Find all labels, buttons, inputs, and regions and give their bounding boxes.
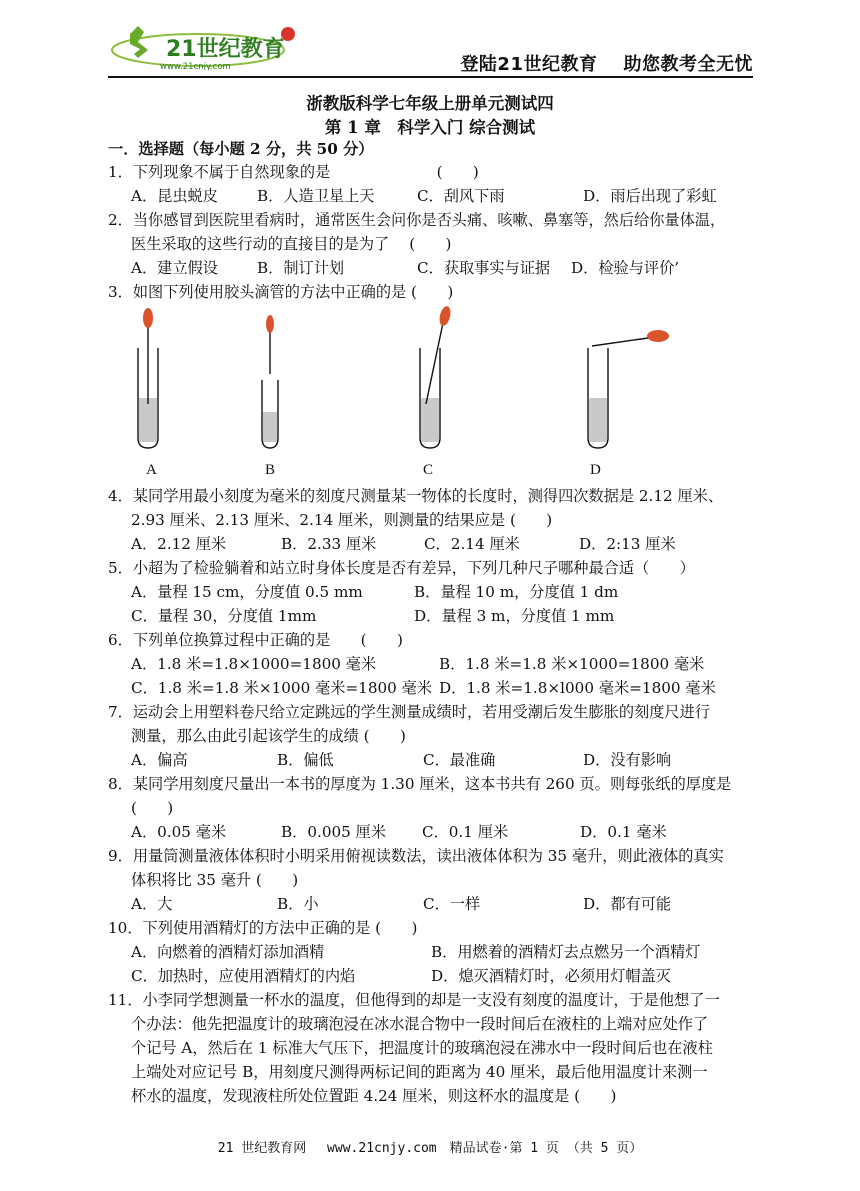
dropper-diagram [108,304,760,464]
page-header [108,20,753,80]
slogan-right: 助您教考全无忧 [623,54,753,75]
header-rule [108,76,753,78]
question-stem-cont: 2.93 厘米、2.13 厘米、2.14 厘米，则测量的结果应是 ( ) [131,511,553,529]
paper-title: 浙教版科学七年级上册单元测试四 [306,94,554,113]
question-stem-cont: 上端处对应记号 B，用刻度尺测得两标记间的距离为 40 厘米，最后他用温度计来测一 [131,1063,708,1081]
option-a: A．偏高 [131,751,188,769]
header-slogan [460,50,753,76]
figure-label-a: A [146,462,157,478]
question-9 [108,844,760,916]
option-b: B．人造卫星上天 [257,187,375,205]
question-stem: 10．下列使用酒精灯的方法中正确的是 ( ) [108,919,418,937]
option-d: D．没有影响 [583,751,672,769]
option-b: B．用燃着的酒精灯去点燃另一个酒精灯 [431,943,701,961]
section-heading: 一．选择题（每小题 2 分，共 50 分） [108,140,374,158]
question-5 [108,556,760,628]
option-b: B．小 [277,895,319,913]
question-stem: 11．小李同学想测量一杯水的温度，但他得到的却是一支没有刻度的温度计，于是他想了一 [108,991,720,1009]
option-a: A．大 [131,895,173,913]
option-a: A．向燃着的酒精灯添加酒精 [131,943,325,961]
question-stem: 5．小超为了检验躺着和站立时身体长度是否有差异，下列几种尺子哪种最合适（ ） [108,559,695,577]
question-6 [108,628,760,700]
question-stem: 9．用量筒测量液体体积时小明采用俯视读数法，读出液体体积为 35 毫升，则此液体的真实 [108,847,724,865]
question-stem: 1．下列现象不属于自然现象的是 ( ) [108,163,479,181]
question-stem: 7．运动会上用塑料卷尺给立定跳远的学生测量成绩时，若用受潮后发生膨胀的刻度尺进行 [108,703,710,721]
option-a: A．2.12 厘米 [131,535,227,553]
logo-url: www.21cnjy.com [160,62,231,70]
option-b: B．偏低 [277,751,334,769]
page-footer: 21 世纪教育网 www.21cnjy.com 精品试卷·第 1 页 （共 5 页） [217,1141,643,1156]
option-c: C．量程 30，分度值 1mm [131,607,317,625]
question-stem: 4．某同学用最小刻度为毫米的刻度尺测量某一物体的长度时，测得四次数据是 2.12 厘米、 [108,487,724,505]
question-11 [108,988,760,1108]
option-d: D．熄灭酒精灯时，必须用灯帽盖灭 [431,967,671,985]
question-8 [108,772,760,844]
option-d: D．量程 3 m，分度值 1 mm [414,607,615,625]
option-c: C．刮风下雨 [417,187,505,205]
figure-label-d: D [590,462,601,478]
question-stem-cont: 杯水的温度，发现液柱所处位置距 4.24 厘米，则这杯水的温度是 ( ) [131,1087,617,1105]
question-list [108,138,760,1108]
option-a: A．1.8 米=1.8×1000=1800 毫米 [131,655,377,673]
question-stem: 2．当你感冒到医院里看病时，通常医生会问你是否头痛、咳嗽、鼻塞等，然后给你量体温， [108,211,726,229]
option-c: C．最准确 [423,751,496,769]
question-10 [108,916,760,988]
question-stem: 3．如图下列使用胶头滴管的方法中正确的是 ( ) [108,283,454,301]
option-b: B．1.8 米=1.8 米×1000=1800 毫米 [439,655,705,673]
question-stem: 8．某同学用刻度尺量出一本书的厚度为 1.30 厘米，这本书共有 260 页。则每张纸的厚度是 [108,775,732,793]
question-stem-cont: ( ) [131,799,174,817]
question-stem-cont: 测量，那么由此引起该学生的成绩 ( ) [131,727,406,745]
option-c: C．一样 [423,895,481,913]
question-stem-cont: 医生采取的这些行动的直接目的是为了 ( ) [131,235,452,253]
logo-text: 21世纪教育 [166,37,285,62]
question-2 [108,208,760,280]
option-b: B．0.005 厘米 [281,823,387,841]
option-d: D．2:13 厘米 [579,535,676,553]
option-d: D．1.8 米=1.8×l000 毫米=1800 毫米 [439,679,716,697]
option-b: B．制订计划 [257,259,345,277]
question-1 [108,160,760,208]
figure-label-c: C [423,462,434,478]
question-3 [108,280,760,304]
option-d: D．雨后出现了彩虹 [583,187,717,205]
figure-c [420,305,452,448]
option-a: A．建立假设 [131,259,218,277]
option-b: B．量程 10 m，分度值 1 dm [414,583,619,601]
option-d: D．0.1 毫米 [580,823,667,841]
paper-subtitle: 第 1 章 科学入门 综合测试 [324,118,536,137]
option-d: D．检验与评价’ [571,259,680,277]
logo [108,20,308,70]
option-c: C．加热时，应使用酒精灯的内焰 [131,967,356,985]
figure-d [588,330,669,448]
question-stem-cont: 体积将比 35 毫升 ( ) [131,871,299,889]
question-stem: 6．下列单位换算过程中正确的是 ( ) [108,631,403,649]
option-d: D．都有可能 [583,895,672,913]
question-4 [108,484,760,556]
option-c: C．获取事实与证据 [417,259,551,277]
option-c: C．2.14 厘米 [424,535,520,553]
dropper-figure [108,304,760,484]
figure-label-b: B [265,462,276,478]
option-a: A．量程 15 cm，分度值 0.5 mm [131,583,363,601]
question-7 [108,700,760,772]
option-c: C．1.8 米=1.8 米×1000 毫米=1800 毫米 [131,679,433,697]
figure-a [138,308,158,448]
option-c: C．0.1 厘米 [422,823,509,841]
figure-b [262,315,278,448]
option-a: A．昆虫蜕皮 [131,187,218,205]
option-a: A．0.05 毫米 [131,823,227,841]
slogan-left: 登陆21世纪教育 [460,54,598,75]
question-stem-cont: 个办法：他先把温度计的玻璃泡浸在冰水混合物中一段时间后在液柱的上端对应处作了 [131,1015,709,1033]
option-b: B．2.33 厘米 [281,535,377,553]
question-stem-cont: 个记号 A，然后在 1 标准大气压下，把温度计的玻璃泡浸在沸水中一段时间后也在液柱 [131,1039,713,1057]
